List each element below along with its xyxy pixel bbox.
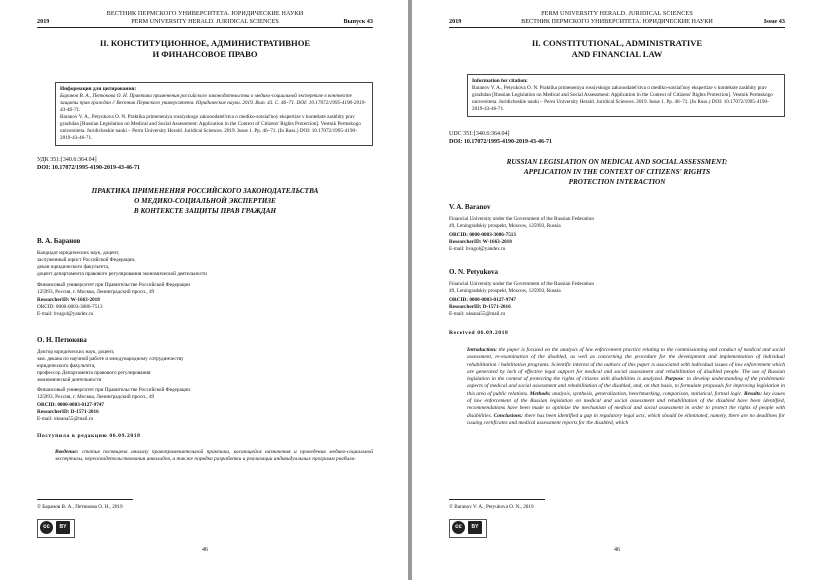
header-issue: Выпуск 43 <box>343 18 373 25</box>
running-header: PERM UNIVERSITY HERALD. JURIDICAL SCIENCES <box>541 10 693 17</box>
author-2-affiliation: Financial University under the Government of the Russian Federation 49, Leningradskiy prospekt, Moscow, 125993, Russia <box>449 281 594 294</box>
citation-ru: Баранов В. А., Петюкова О. Н. Практика применения российского законодательства о медико-социальной экспертизе в контексте защиты прав граждан // Вестник Пермского университета. Юридические науки. 2019. Вып. 43. С. 46–71. DOI: 10.17072/1995-4190-2019-43-46-71. <box>60 93 366 113</box>
section-title: II. КОНСТИТУЦИОННОЕ, АДМИНИСТРАТИВНОЕ И ФИНАНСОВОЕ ПРАВО <box>99 38 311 59</box>
page-number: 46 <box>614 547 620 553</box>
left-page <box>0 0 408 580</box>
header-rule <box>449 27 785 28</box>
author-1-affiliation: Financial University under the Government of the Russian Federation 49, Leningradskiy prospekt, Moscow, 125993, Russia <box>449 216 594 229</box>
citation-box <box>467 74 785 117</box>
author-1-researcherid: ResearcherID: W-1663-2018 <box>37 297 100 303</box>
methods-label: Methods: <box>529 390 551 397</box>
author-2-orcid: ORCID: 0000-0003-0127-9747 <box>449 297 516 303</box>
section-title: II. CONSTITUTIONAL, ADMINISTRATIVE AND FINANCIAL LAW <box>531 38 703 59</box>
author-2-affiliation: Финансовый университет при Правительстве Российской Федерации 125993, Россия, г. Москва, Ленинградский просп., 49 <box>37 387 191 400</box>
cc-license-badge[interactable] <box>449 519 487 538</box>
results-label: Results: <box>744 390 762 397</box>
intro-label: Введение: <box>55 449 79 455</box>
cc-license-badge[interactable] <box>37 519 75 538</box>
article-title: ПРАКТИКА ПРИМЕНЕНИЯ РОССИЙСКОГО ЗАКОНОДАТЕЛЬСТВА О МЕДИКО-СОЦИАЛЬНОЙ ЭКСПЕРТИЗЕ В КОНТЕКСТЕ ЗАЩИТЫ ПРАВ ГРАЖДАН <box>91 187 319 215</box>
copyright: © Баранов В. А., Петюкова О. Н., 2019 <box>37 504 123 510</box>
author-2-email[interactable]: E-mail: oksana55@mail.ru <box>37 416 94 422</box>
author-1-orcid: ORCID: 0000-0003-3086-7513 <box>37 304 103 310</box>
author-1-position: Кандидат юридических наук, доцент, заслуженный юрист Российской Федерации, декан юридического факультета, доцент департамента правового регулирования экономической деятельности <box>37 250 207 277</box>
author-2-email[interactable]: E-mail: oksana55@mail.ru <box>449 311 506 317</box>
author-1-email[interactable]: E-mail: bvagol@yandex.ru <box>37 311 94 317</box>
header-year: 2019 <box>449 18 462 25</box>
copyright: © Baranov V. A., Petyukova O. N., 2019 <box>449 504 534 510</box>
author-2-name: O. N. Petyukova <box>449 268 498 276</box>
running-header: ВЕСТНИК ПЕРМСКОГО УНИВЕРСИТЕТА. ЮРИДИЧЕСКИЕ НАУКИ <box>106 10 304 17</box>
author-2-researcherid: ResearcherID: D-1571-2016 <box>37 409 99 415</box>
doi: DOI: 10.17072/1995-4190-2019-43-46-71 <box>449 139 552 145</box>
abstract: Введение: статья посвящена анализу правоприменительной практики, касающейся назначения и проведения медико-социальной экспертизы, переосвидетельствования инвалидов, а также порядка разработки и реализации индивидуальных программ реабили- <box>55 449 373 463</box>
header-journal: ВЕСТНИК ПЕРМСКОГО УНИВЕРСИТЕТА. ЮРИДИЧЕСКИЕ НАУКИ <box>521 18 713 25</box>
udc: УДК 351:[340.6:364.04] <box>37 157 97 163</box>
page-number: 46 <box>202 547 208 553</box>
author-1-researcherid: ResearcherID: W-1663-2018 <box>449 239 512 245</box>
citation-heading: Информация для цитирования: <box>60 86 137 92</box>
header-journal: PERM UNIVERSITY HERALD. JURIDICAL SCIENCES <box>131 18 279 25</box>
author-1-orcid: ORCID: 0000-0003-3086-7513 <box>449 232 516 238</box>
header-issue: Issue 43 <box>763 18 785 25</box>
author-1-email[interactable]: E-mail: bvagol@yandex.ru <box>449 246 506 252</box>
footnote-rule <box>37 499 133 500</box>
header-rule <box>37 27 373 28</box>
citation-box <box>55 82 373 146</box>
doi: DOI: 10.17072/1995-4190-2019-43-46-71 <box>37 165 140 171</box>
header-year: 2019 <box>37 18 50 25</box>
intro-label: Introduction: <box>467 347 497 353</box>
author-1-name: В. А. Баранов <box>37 237 81 245</box>
citation-en: Baranov V. A., Petyukova O. N. Praktika primeneniya rossiyskogo zakonodatel'stva o mediko-sotsial'noy ekspertize v kontekste zashhity prav grazhdan [Russian Legislation on Medical and Social Assessment: Application in the Context of Citizens' Rights Protection]. Vestnik Permskogo universiteta. Juridicheskie nauki – Perm University Herald. Juridical Sciences. 2019. Issue 1. Pp. 46–71. (In Russ.) DOI: 10.17072/1995-4190-2019-43-46-71. <box>60 114 361 141</box>
citation-en: Baranov V. A., Petyukova O. N. Praktika primeneniya rossiyskogo zakonodatel'stva o mediko-sotsial'noy ekspertize v kontekste zashhity prav grazhdan [Russian Legislation on Medical and Social Assessment: Application in the Context of Citizens' Rights Protection]. Vestnik Permskogo universiteta. Juridicheskie nauki – Perm University Herald. Juridical Sciences. 2019. Issue 1. Pp. 46–71. (In Russ.) DOI: 10.17072/1995-4190-2019-43-46-71. <box>472 85 773 112</box>
author-1-affiliation: Финансовый университет при Правительстве Российской Федерации 125993, Россия, г. Москва, Ленинградский просп., 49 <box>37 282 191 295</box>
by-icon: BY <box>56 521 70 534</box>
abstract: Introduction: the paper is focused on the analysis of law enforcement practice relating to the commissioning and conduct of medical and social assessment, re-examination of the disabled, as well as concerning the procedure for the development and implementation of individual rehabilitation / habilitation programs. Scientific interest of the authors of this paper is associated with individual issues of law enforcement which are generated by lack of effective legal support for medical and social assessment and rehabilitation of disabled people. The use of Russian legislation in the context of protecting the rights of citizens with disabilities is analyzed. Purpose: to develop understanding of the problematic aspects of medical and social assessment and rehabilitation of the disabled, and, on that basis, to formulate proposals for improving legislation in this area of public relations. Methods: analysis, synthesis, generalization, benchmarking, comparison, statistical, formal logic. Results: key issues of law enforcement of the Russian legislation on medical and social assessment and rehabilitation of the disabled have been identified, recommendations have been made to optimize the mechanism of medical and social assessment in order to protect the rights of people with disabilities. Conclusions: there has been identified a gap in regulatory legal acts, which should be eliminated, namely, there are no deadlines for issuing certificates and medical assessment reports for the disabled, which <box>467 347 785 426</box>
footnote-rule <box>449 499 545 500</box>
citation-heading: Information for citation: <box>472 78 528 84</box>
cc-icon: cc <box>452 521 465 534</box>
author-2-position: Доктор юридических наук, доцент, зам. декана по научной работе и международному сотрудничеству юридического факультета, профессор Департамента правового регулирования экономической деятельности <box>37 349 184 383</box>
author-2-name: О. Н. Петюкова <box>37 336 87 344</box>
author-2-orcid: ORCID: 0000-0003-0127-9747 <box>37 402 104 408</box>
received-date: Received 06.09.2018 <box>449 330 509 336</box>
author-2-researcherid: ResearcherID: D-1571-2016 <box>449 304 511 310</box>
article-title: RUSSIAN LEGISLATION ON MEDICAL AND SOCIAL ASSESSMENT: APPLICATION IN THE CONTEXT OF CITIZENS' RIGHTS PROTECTION INTERACTION <box>506 158 728 186</box>
author-1-name: V. A. Baranov <box>449 203 491 211</box>
udc: UDC 351:[340.6:364.04] <box>449 131 510 137</box>
cc-icon: cc <box>40 521 53 534</box>
received-date: Поступила в редакцию 06.09.2018 <box>37 433 141 439</box>
conclusions-label: Conclusions: <box>493 412 523 419</box>
purpose-label: Purpose <box>664 376 684 383</box>
right-page <box>412 0 820 580</box>
by-icon: BY <box>468 521 482 534</box>
